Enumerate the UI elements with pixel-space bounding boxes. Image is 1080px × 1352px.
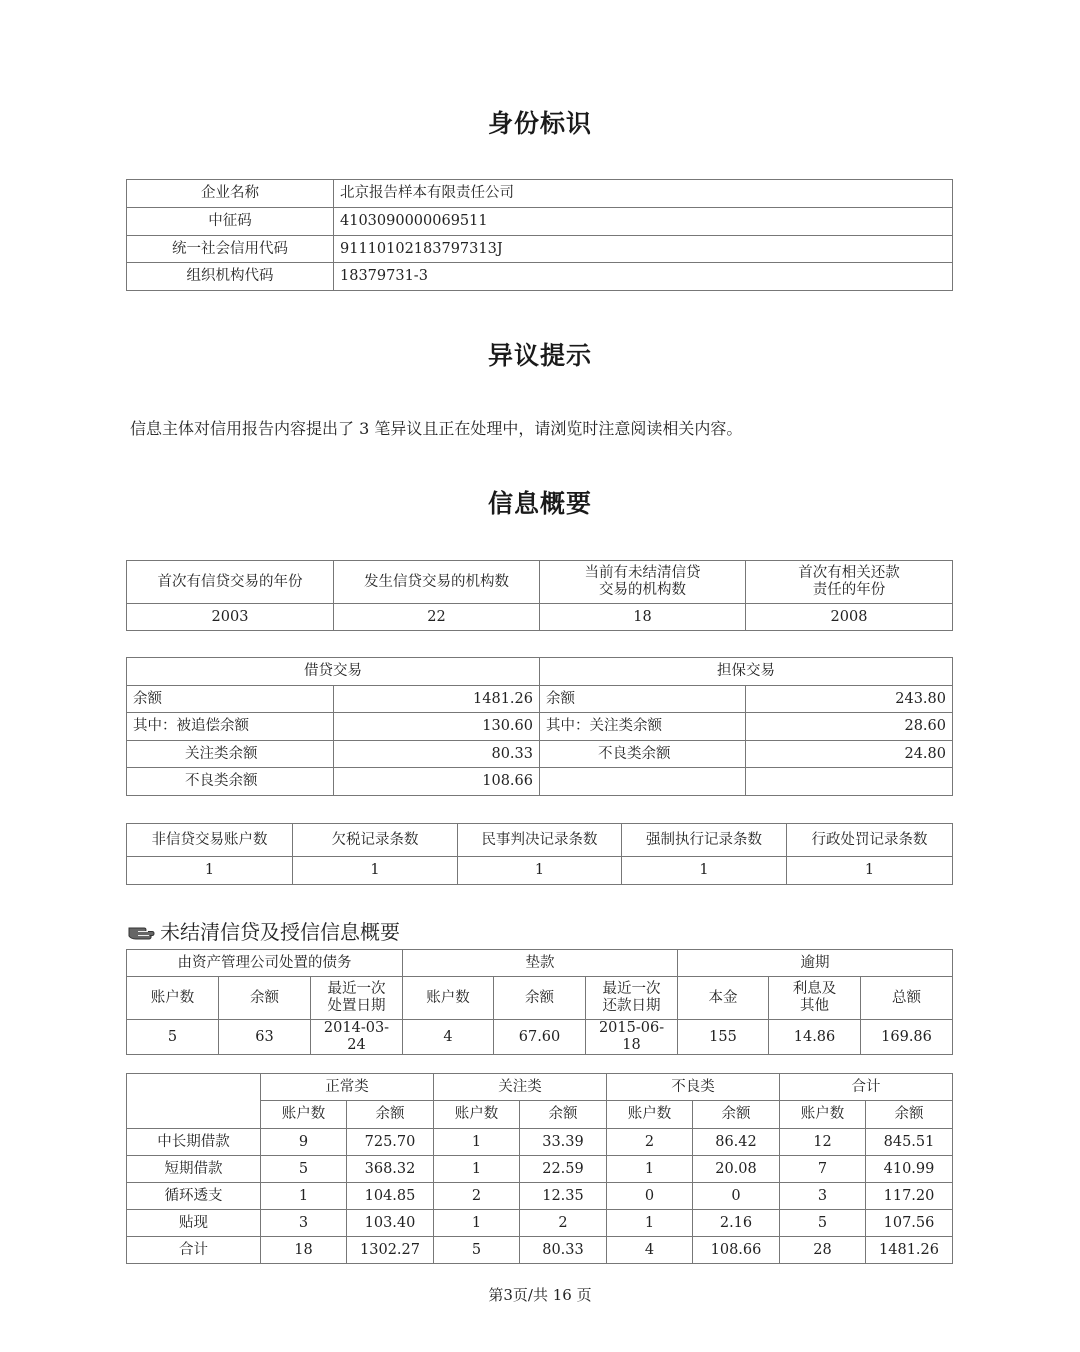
- identity-label: 组织机构代码: [127, 263, 334, 291]
- table-cell: 2015-06-18: [586, 1020, 678, 1055]
- row-label: 合计: [127, 1237, 261, 1264]
- table-cell: 2: [520, 1210, 607, 1237]
- table-cell: 5: [434, 1237, 520, 1264]
- table-cell: 104.85: [347, 1183, 434, 1210]
- table-cell: 0: [607, 1183, 693, 1210]
- summary-value: 18: [540, 604, 746, 631]
- records-header: 欠税记录条数: [293, 824, 458, 857]
- guarantee-label: 不良类余额: [540, 741, 746, 768]
- table-row: [127, 180, 953, 208]
- balance-table: [126, 657, 953, 796]
- table-cell: 1: [434, 1156, 520, 1183]
- table-cell: 67.60: [494, 1020, 586, 1055]
- col-header: 账户数: [434, 1101, 520, 1129]
- table-cell: 63: [219, 1020, 311, 1055]
- table-row: [127, 1183, 953, 1210]
- table-row: [127, 1020, 953, 1055]
- records-header: 强制执行记录条数: [622, 824, 787, 857]
- table-row: [127, 236, 953, 263]
- table-cell: 2014-03-24: [311, 1020, 403, 1055]
- group-header: 不良类: [607, 1074, 780, 1101]
- summary-header: 首次有信贷交易的年份: [127, 561, 334, 604]
- col-header: 最近一次 处置日期: [311, 977, 403, 1020]
- summary-header: 发生信贷交易的机构数: [334, 561, 540, 604]
- table-cell: 5: [780, 1210, 866, 1237]
- identity-label: 企业名称: [127, 180, 334, 208]
- group-header: 垫款: [403, 950, 678, 977]
- table-cell: 22.59: [520, 1156, 607, 1183]
- table-cell: 33.39: [520, 1129, 607, 1156]
- col-header: 账户数: [607, 1101, 693, 1129]
- loan-label: 其中：被追偿余额: [127, 713, 334, 741]
- table-cell: 410.99: [866, 1156, 953, 1183]
- table-cell: 9: [261, 1129, 347, 1156]
- table-cell: 3: [261, 1210, 347, 1237]
- table-cell: 0: [693, 1183, 780, 1210]
- col-header: 余额: [347, 1101, 434, 1129]
- table-cell: 1481.26: [866, 1237, 953, 1264]
- table-row: [127, 658, 953, 686]
- group-header: 合计: [780, 1074, 953, 1101]
- row-label: 循环透支: [127, 1183, 261, 1210]
- table-cell: 368.32: [347, 1156, 434, 1183]
- table-cell: 1: [434, 1129, 520, 1156]
- loan-label: 不良类余额: [127, 768, 334, 796]
- row-label: 短期借款: [127, 1156, 261, 1183]
- loan-header: 借贷交易: [127, 658, 540, 686]
- empty-cell: [127, 1074, 261, 1129]
- col-header: 账户数: [780, 1101, 866, 1129]
- table-cell: 1: [607, 1210, 693, 1237]
- table-cell: 169.86: [861, 1020, 953, 1055]
- table-row: [127, 1074, 953, 1101]
- identity-label: 统一社会信用代码: [127, 236, 334, 263]
- table-row: [127, 604, 953, 631]
- unsettled-section-title: 未结清信贷及授信信息概要: [128, 916, 400, 947]
- identity-value: 18379731-3: [334, 263, 953, 291]
- loan-label: 余额: [127, 686, 334, 713]
- table-cell: 107.56: [866, 1210, 953, 1237]
- table-row: [127, 950, 953, 977]
- identity-label: 中征码: [127, 208, 334, 236]
- table-cell: 5: [261, 1156, 347, 1183]
- summary-table: [126, 560, 953, 631]
- table-cell: 725.70: [347, 1129, 434, 1156]
- guarantee-header: 担保交易: [540, 658, 953, 686]
- table-cell: 103.40: [347, 1210, 434, 1237]
- table-cell: 155: [678, 1020, 769, 1055]
- table-row: [127, 1237, 953, 1264]
- table-row: [127, 713, 953, 741]
- table-row: [127, 1156, 953, 1183]
- table-row: [127, 208, 953, 236]
- table-row: [127, 977, 953, 1020]
- loan-value: 80.33: [334, 741, 540, 768]
- loan-value: 108.66: [334, 768, 540, 796]
- records-value: 1: [293, 857, 458, 885]
- col-header: 最近一次 还款日期: [586, 977, 678, 1020]
- table-cell: 1302.27: [347, 1237, 434, 1264]
- table-cell: 86.42: [693, 1129, 780, 1156]
- summary-value: 22: [334, 604, 540, 631]
- summary-value: 2003: [127, 604, 334, 631]
- guarantee-value: 24.80: [746, 741, 953, 768]
- col-header: 余额: [866, 1101, 953, 1129]
- table-cell: 4: [607, 1237, 693, 1264]
- empty-cell: [746, 768, 953, 796]
- table-cell: 845.51: [866, 1129, 953, 1156]
- records-table: [126, 823, 953, 885]
- table-row: [127, 1129, 953, 1156]
- guarantee-value: 28.60: [746, 713, 953, 741]
- table-cell: 2: [434, 1183, 520, 1210]
- table-cell: 2.16: [693, 1210, 780, 1237]
- overview-title: 信息概要: [487, 489, 592, 518]
- table-cell: 12.35: [520, 1183, 607, 1210]
- records-value: 1: [458, 857, 622, 885]
- col-header: 账户数: [127, 977, 219, 1020]
- table-cell: 3: [780, 1183, 866, 1210]
- table-cell: 1: [434, 1210, 520, 1237]
- row-label: 贴现: [127, 1210, 261, 1237]
- unsettled-table: [126, 949, 953, 1055]
- table-cell: 28: [780, 1237, 866, 1264]
- group-header: 逾期: [678, 950, 953, 977]
- table-row: [127, 857, 953, 885]
- table-row: [127, 741, 953, 768]
- loan-label: 关注类余额: [127, 741, 334, 768]
- table-cell: 1: [607, 1156, 693, 1183]
- table-cell: 7: [780, 1156, 866, 1183]
- table-cell: 18: [261, 1237, 347, 1264]
- pointing-hand-icon: [128, 922, 156, 947]
- summary-value: 2008: [746, 604, 953, 631]
- col-header: 利息及 其他: [769, 977, 861, 1020]
- table-cell: 117.20: [866, 1183, 953, 1210]
- table-cell: 14.86: [769, 1020, 861, 1055]
- col-header: 余额: [520, 1101, 607, 1129]
- classification-table: [126, 1073, 953, 1264]
- identity-value: 4103090000069511: [334, 208, 953, 236]
- col-header: 本金: [678, 977, 769, 1020]
- guarantee-label: 其中：关注类余额: [540, 713, 746, 741]
- col-header: 账户数: [403, 977, 494, 1020]
- table-cell: 80.33: [520, 1237, 607, 1264]
- records-header: 行政处罚记录条数: [787, 824, 953, 857]
- records-value: 1: [622, 857, 787, 885]
- table-row: [127, 263, 953, 291]
- dispute-text: 信息主体对信用报告内容提出了 3 笔异议且正在处理中，请浏览时注意阅读相关内容。: [130, 419, 743, 438]
- table-cell: 4: [403, 1020, 494, 1055]
- col-header: 账户数: [261, 1101, 347, 1129]
- records-header: 非信贷交易账户数: [127, 824, 293, 857]
- table-cell: 1: [261, 1183, 347, 1210]
- empty-cell: [540, 768, 746, 796]
- table-cell: 108.66: [693, 1237, 780, 1264]
- page-number: 第3页/共 16 页: [488, 1286, 592, 1304]
- group-header: 由资产管理公司处置的债务: [127, 950, 403, 977]
- table-cell: 20.08: [693, 1156, 780, 1183]
- guarantee-label: 余额: [540, 686, 746, 713]
- col-header: 总额: [861, 977, 953, 1020]
- table-cell: 5: [127, 1020, 219, 1055]
- table-row: [127, 561, 953, 604]
- identity-value: 北京报告样本有限责任公司: [334, 180, 953, 208]
- table-cell: 2: [607, 1129, 693, 1156]
- identity-table: [126, 179, 953, 291]
- table-row: [127, 824, 953, 857]
- dispute-title: 异议提示: [487, 341, 592, 370]
- records-header: 民事判决记录条数: [458, 824, 622, 857]
- records-value: 1: [127, 857, 293, 885]
- guarantee-value: 243.80: [746, 686, 953, 713]
- summary-header: 当前有未结清信贷 交易的机构数: [540, 561, 746, 604]
- table-row: [127, 768, 953, 796]
- loan-value: 130.60: [334, 713, 540, 741]
- group-header: 正常类: [261, 1074, 434, 1101]
- col-header: 余额: [494, 977, 586, 1020]
- loan-value: 1481.26: [334, 686, 540, 713]
- records-value: 1: [787, 857, 953, 885]
- row-label: 中长期借款: [127, 1129, 261, 1156]
- table-cell: 12: [780, 1129, 866, 1156]
- col-header: 余额: [693, 1101, 780, 1129]
- group-header: 关注类: [434, 1074, 607, 1101]
- col-header: 余额: [219, 977, 311, 1020]
- summary-header: 首次有相关还款 责任的年份: [746, 561, 953, 604]
- identity-value: 91110102183797313J: [334, 236, 953, 263]
- table-row: [127, 686, 953, 713]
- table-row: [127, 1210, 953, 1237]
- identity-title: 身份标识: [487, 109, 592, 138]
